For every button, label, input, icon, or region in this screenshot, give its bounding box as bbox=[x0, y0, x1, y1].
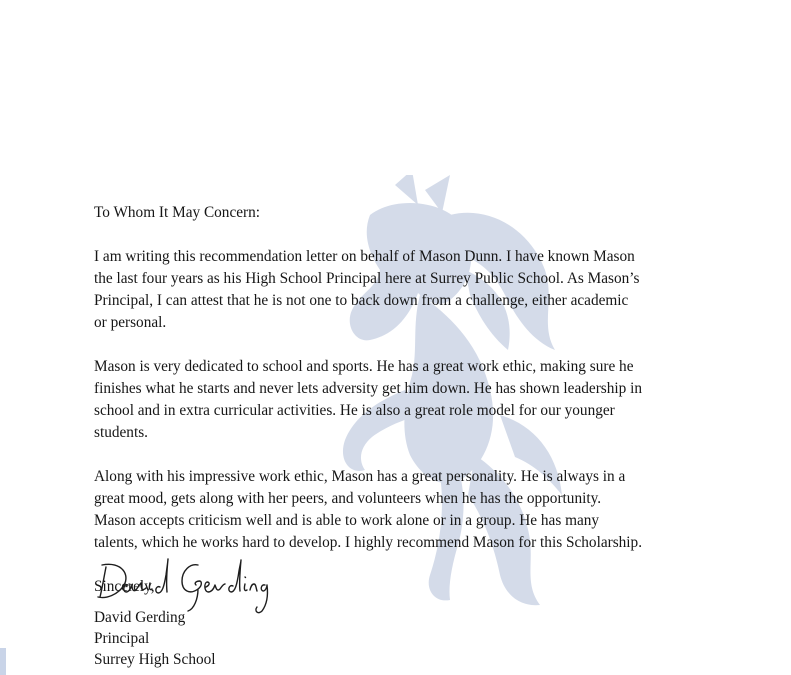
signer-block bbox=[94, 607, 216, 670]
handwritten-signature bbox=[94, 555, 274, 615]
paragraph-line: the last four years as his High School Principal here at Surrey Public School. As Mason’s bbox=[94, 270, 640, 287]
paragraph-intro bbox=[94, 246, 714, 334]
paragraph-line: Principal, I can attest that he is not one to back down from a challenge, either academic bbox=[94, 292, 629, 309]
paragraph-line: I am writing this recommendation letter on behalf of Mason Dunn. I have known Mason bbox=[94, 248, 635, 265]
signer-name: David Gerding bbox=[94, 609, 186, 626]
paragraph-line: students. bbox=[94, 424, 148, 441]
paragraph-line: or personal. bbox=[94, 314, 167, 331]
paragraph-personality bbox=[94, 466, 714, 554]
paragraph-line: Mason is very dedicated to school and sports. He has a great work ethic, making sure he bbox=[94, 358, 634, 375]
paragraph-dedication bbox=[94, 356, 714, 444]
paragraph-line: Mason accepts criticism well and is able to work alone or in a group. He has many bbox=[94, 512, 600, 529]
signer-school: Surrey High School bbox=[94, 651, 216, 668]
left-edge-mark bbox=[0, 648, 6, 675]
paragraph-line: talents, which he works hard to develop. I highly recommend Mason for this Scholarship. bbox=[94, 534, 643, 551]
paragraph-line: great mood, gets along with her peers, and volunteers when he has the opportunity. bbox=[94, 490, 602, 507]
paragraph-line: Along with his impressive work ethic, Mason has a great personality. He is always in a bbox=[94, 468, 626, 485]
paragraph-line: school and in extra curricular activities. He is also a great role model for our younger bbox=[94, 402, 615, 419]
paragraph-line: finishes what he starts and never lets adversity get him down. He has shown leadership in bbox=[94, 380, 643, 397]
salutation: To Whom It May Concern: bbox=[94, 204, 261, 221]
letter-body bbox=[94, 202, 714, 598]
signer-title: Principal bbox=[94, 630, 150, 647]
closing: Sincerely, bbox=[94, 578, 155, 595]
